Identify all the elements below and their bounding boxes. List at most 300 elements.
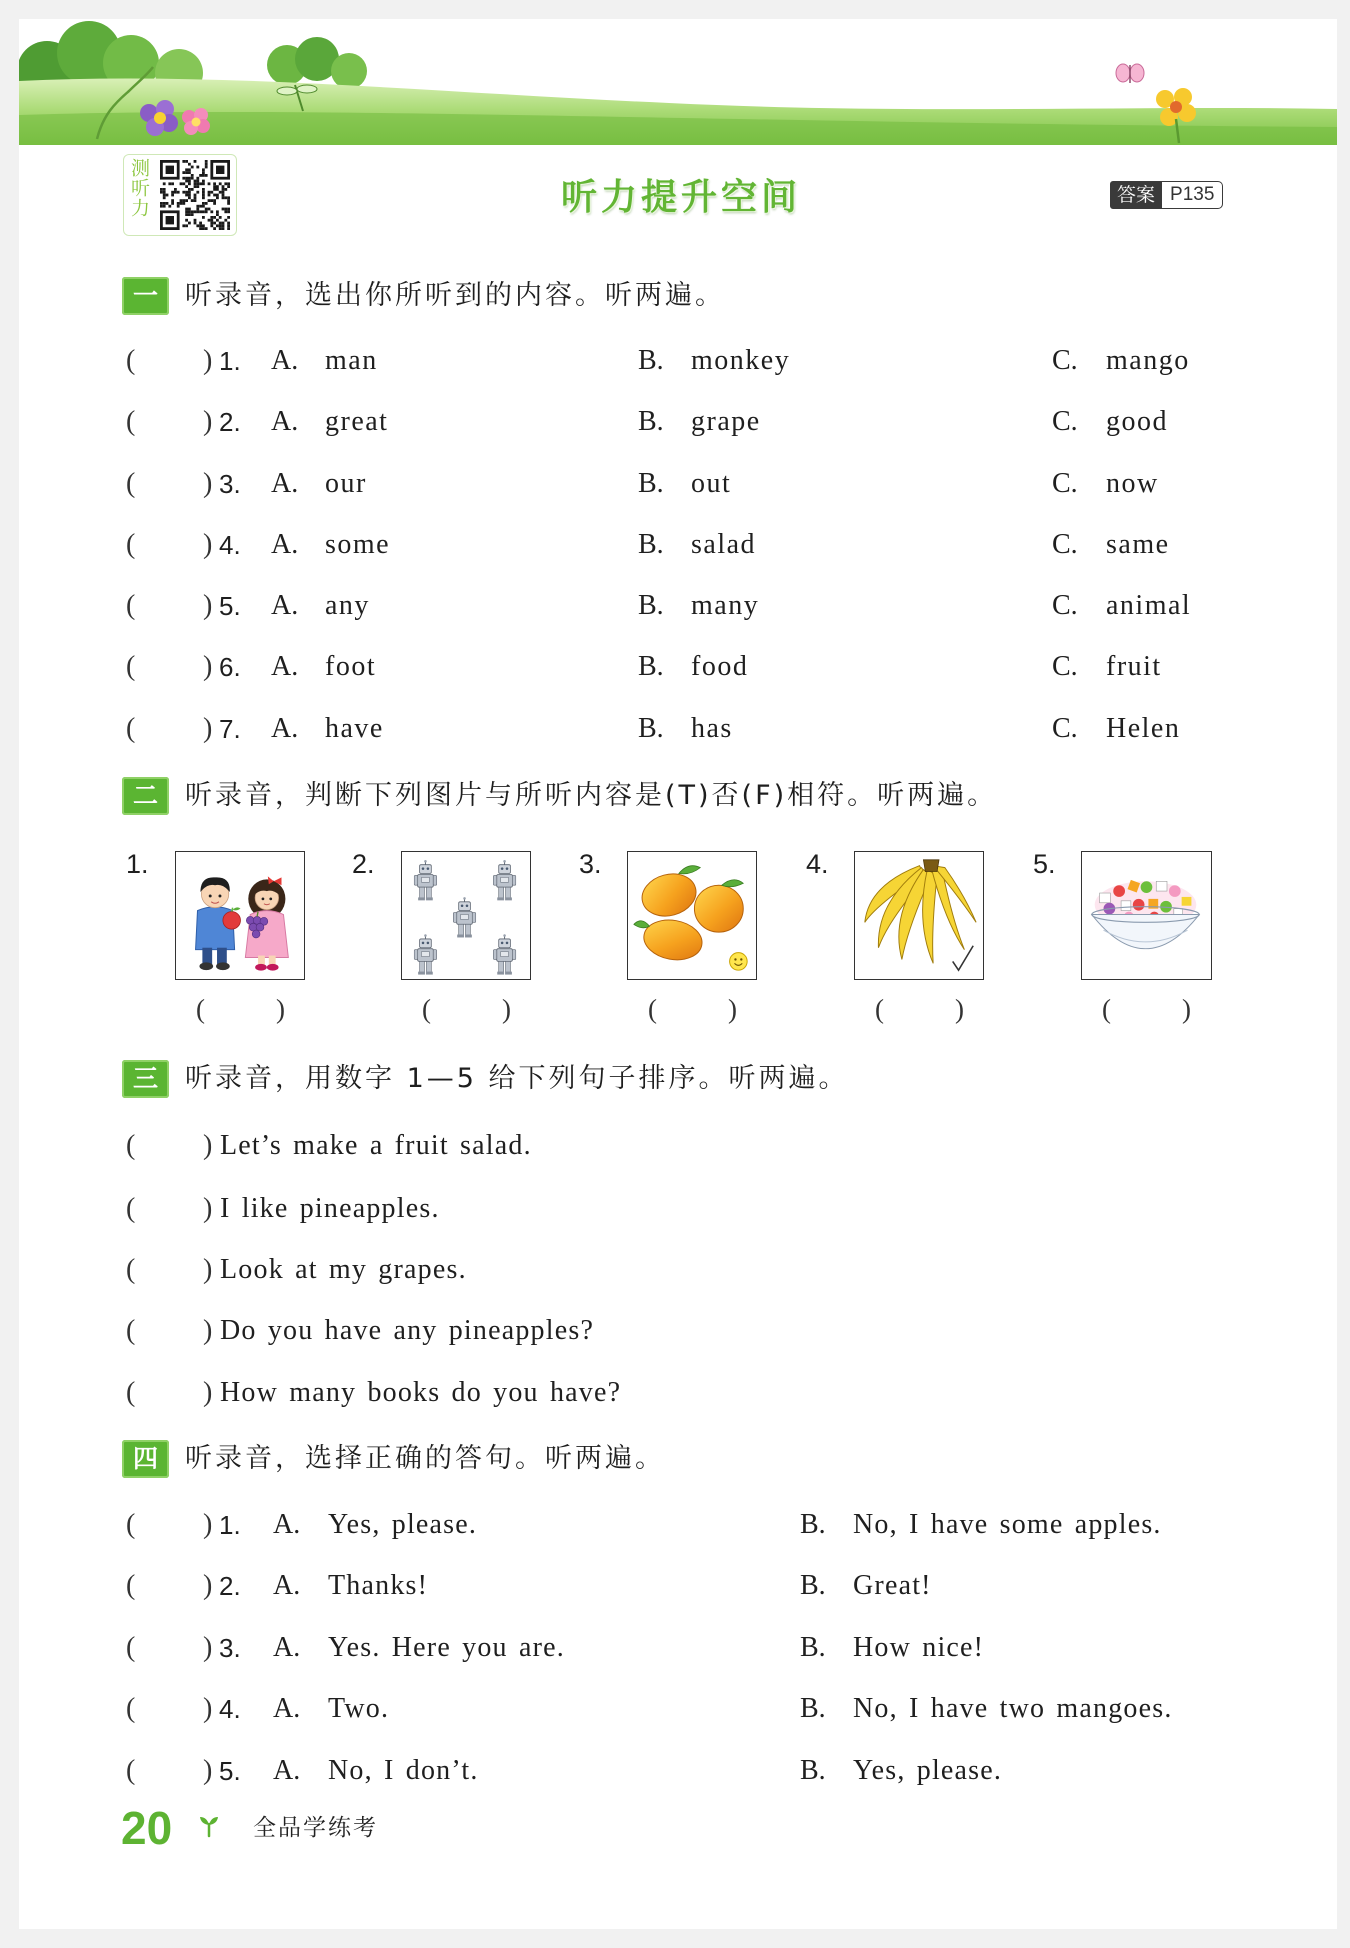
option-c-word: now xyxy=(1106,468,1159,499)
robot xyxy=(414,934,436,974)
qr-module xyxy=(171,199,174,202)
qr-module xyxy=(208,182,211,185)
qr-module xyxy=(194,219,197,222)
section-instruction: 听录音，判断下列图片与所听内容是(T)否(F)相符。听两遍。 xyxy=(185,780,998,811)
s4-question xyxy=(0,1505,1350,1545)
qr-module xyxy=(202,191,205,194)
mangoes-icon xyxy=(628,852,755,978)
qr-module xyxy=(185,177,188,180)
qr-module xyxy=(171,191,174,194)
qr-module xyxy=(185,224,188,227)
option-b-word: grape xyxy=(691,406,761,437)
qr-module xyxy=(194,196,197,199)
qr-module xyxy=(180,202,183,205)
qr-module xyxy=(185,168,188,171)
question-number: 2. xyxy=(219,407,241,437)
qr-module xyxy=(196,182,199,185)
qr-module xyxy=(202,171,205,174)
qr-module xyxy=(196,210,199,213)
qr-module xyxy=(188,208,191,211)
qr-module xyxy=(208,191,211,194)
option-c-label: C. xyxy=(1052,713,1078,744)
qr-module xyxy=(166,216,174,224)
option-a-word: have xyxy=(325,713,384,744)
banana-stem xyxy=(923,860,939,872)
qr-module xyxy=(196,185,199,188)
qr-module xyxy=(227,222,230,225)
qr-module xyxy=(188,194,191,197)
qr-module xyxy=(219,222,222,225)
option-c-label: C. xyxy=(1052,529,1078,560)
qr-module xyxy=(185,210,188,213)
question-number: 5. xyxy=(219,1756,241,1786)
qr-module xyxy=(180,199,183,202)
option-a-label: A. xyxy=(271,590,299,621)
section-badge: 三 xyxy=(122,1060,169,1098)
s1-question xyxy=(0,525,1350,565)
qr-module xyxy=(227,185,230,188)
blank-close-paren: ) xyxy=(203,713,213,744)
option-b-word: monkey xyxy=(691,345,791,376)
qr-module xyxy=(177,202,180,205)
page-title: 听力提升空间 xyxy=(560,177,801,218)
qr-module xyxy=(210,222,213,225)
qr-module xyxy=(210,210,213,213)
qr-module xyxy=(166,194,169,197)
page-number: 20 xyxy=(121,1802,173,1854)
blank-open-paren: ( xyxy=(126,345,136,376)
qr-module xyxy=(163,191,166,194)
question-number: 4. xyxy=(219,530,241,560)
qr-module xyxy=(160,191,163,194)
question-number: 3. xyxy=(219,469,241,499)
qr-module xyxy=(191,174,194,177)
qr-module xyxy=(213,188,216,191)
qr-module xyxy=(185,194,188,197)
qr-module xyxy=(194,222,197,225)
qr-module xyxy=(199,174,202,177)
qr-module xyxy=(191,166,194,169)
s3-sentence xyxy=(0,1311,1350,1351)
qr-module xyxy=(160,188,163,191)
qr-module xyxy=(163,202,166,205)
blank-close-paren: ) xyxy=(203,651,213,682)
option-b-label: B. xyxy=(800,1693,826,1724)
qr-module xyxy=(188,188,191,191)
option-a-word: some xyxy=(325,529,391,560)
qr-module xyxy=(188,213,191,216)
robot xyxy=(493,934,515,974)
option-b-label: B. xyxy=(800,1570,826,1601)
sentence-text: I like pineapples. xyxy=(220,1193,440,1224)
section-4-header xyxy=(0,1439,1350,1479)
qr-module xyxy=(208,199,211,202)
qr-module xyxy=(216,196,219,199)
mango xyxy=(634,916,705,965)
option-c-label: C. xyxy=(1052,468,1078,499)
blank-open-paren: ( xyxy=(126,406,136,437)
qr-module xyxy=(210,191,213,194)
blank-open-paren: ( xyxy=(422,994,431,1024)
publisher-brand: 全品学练考 xyxy=(253,1815,378,1841)
qr-module xyxy=(219,182,222,185)
blank-open-paren: ( xyxy=(648,994,657,1024)
sentence-text: How many books do you have? xyxy=(220,1377,622,1408)
qr-module xyxy=(216,185,219,188)
qr-module xyxy=(202,168,205,171)
option-b-label: B. xyxy=(800,1509,826,1540)
option-a-label: A. xyxy=(271,529,299,560)
qr-module xyxy=(205,160,208,163)
robots-icon xyxy=(402,852,529,978)
qr-module xyxy=(191,213,194,216)
qr-module xyxy=(163,182,166,185)
blank-close-paren: ) xyxy=(728,994,737,1024)
qr-module xyxy=(227,199,230,202)
mango xyxy=(694,880,743,932)
blank-open-paren: ( xyxy=(126,1315,136,1346)
qr-module xyxy=(191,199,194,202)
qr-module xyxy=(208,194,211,197)
section-instruction: 听录音，选择正确的答句。听两遍。 xyxy=(185,1443,665,1474)
check-mark-icon xyxy=(953,946,974,970)
option-a-text: Two. xyxy=(328,1693,390,1724)
banana-bunch xyxy=(865,866,976,964)
option-a-label: A. xyxy=(273,1632,301,1663)
qr-module xyxy=(222,196,225,199)
qr-module xyxy=(219,216,222,219)
picture-mangoes xyxy=(627,851,757,980)
qr-module xyxy=(194,194,197,197)
s4-question xyxy=(0,1628,1350,1668)
qr-module xyxy=(191,188,194,191)
option-c-word: good xyxy=(1106,406,1168,437)
qr-module xyxy=(222,191,225,194)
option-b-word: salad xyxy=(691,529,757,560)
qr-module xyxy=(213,222,216,225)
qr-module xyxy=(202,227,205,230)
sentence-text: Let’s make a fruit salad. xyxy=(220,1130,532,1161)
qr-module xyxy=(188,168,191,171)
option-a-label: A. xyxy=(273,1509,301,1540)
blank-close-paren: ) xyxy=(276,994,285,1024)
option-a-label: A. xyxy=(273,1570,301,1601)
qr-module xyxy=(174,188,177,191)
qr-module xyxy=(216,213,219,216)
blank-close-paren: ) xyxy=(502,994,511,1024)
qr-module xyxy=(185,199,188,202)
option-c-word: mango xyxy=(1106,345,1190,376)
option-a-word: great xyxy=(325,406,389,437)
question-number: 2. xyxy=(219,1571,241,1601)
picture-fruit-salad xyxy=(1081,851,1212,980)
s4-question xyxy=(0,1566,1350,1606)
option-c-label: C. xyxy=(1052,590,1078,621)
blank-open-paren: ( xyxy=(126,1377,136,1408)
picture-number: 2. xyxy=(352,849,375,879)
qr-module xyxy=(196,177,199,180)
pink-flower xyxy=(182,108,210,135)
bananas-icon xyxy=(855,852,982,978)
blank-open-paren: ( xyxy=(126,529,136,560)
qr-module xyxy=(171,202,174,205)
qr-module xyxy=(185,160,188,163)
qr-module xyxy=(199,227,202,230)
qr-module xyxy=(188,191,191,194)
qr-module xyxy=(222,227,225,230)
option-a-label: A. xyxy=(273,1693,301,1724)
grass-banner xyxy=(19,19,1337,145)
blank-open-paren: ( xyxy=(126,651,136,682)
qr-module xyxy=(216,166,224,174)
option-b-label: B. xyxy=(638,713,664,744)
qr-module xyxy=(182,191,185,194)
qr-module xyxy=(180,182,183,185)
qr-module xyxy=(202,180,205,183)
qr-module xyxy=(177,191,180,194)
s3-sentence xyxy=(0,1189,1350,1229)
blank-open-paren: ( xyxy=(126,590,136,621)
qr-module xyxy=(213,202,216,205)
qr-module xyxy=(213,216,216,219)
qr-module xyxy=(171,194,174,197)
qr-module xyxy=(222,188,225,191)
section-badge: 一 xyxy=(122,277,169,315)
blank-open-paren: ( xyxy=(126,1130,136,1161)
qr-module xyxy=(202,174,205,177)
qr-module xyxy=(177,205,180,208)
s4-question xyxy=(0,1689,1350,1729)
blank-close-paren: ) xyxy=(203,345,213,376)
blank-close-paren: ) xyxy=(955,994,964,1024)
qr-module xyxy=(224,188,227,191)
qr-module xyxy=(188,177,191,180)
qr-module xyxy=(205,208,208,211)
option-c-word: same xyxy=(1106,529,1170,560)
qr-module xyxy=(185,213,188,216)
smiley-icon xyxy=(730,953,748,971)
option-a-word: foot xyxy=(325,651,377,682)
qr-module xyxy=(188,222,191,225)
qr-module xyxy=(174,191,177,194)
qr-module xyxy=(185,180,188,183)
question-number: 1. xyxy=(219,1510,241,1540)
qr-module xyxy=(185,208,188,211)
qr-module xyxy=(182,160,185,163)
qr-module xyxy=(196,191,199,194)
qr-module xyxy=(163,188,166,191)
option-c-label: C. xyxy=(1052,345,1078,376)
qr-module xyxy=(185,219,188,222)
qr-module xyxy=(216,224,219,227)
qr-module xyxy=(216,210,219,213)
qr-module xyxy=(194,199,197,202)
picture-kids-fruit xyxy=(175,851,305,980)
option-a-label: A. xyxy=(271,713,299,744)
option-b-label: B. xyxy=(638,529,664,560)
option-b-word: has xyxy=(691,713,733,744)
qr-module xyxy=(166,166,174,174)
qr-module xyxy=(188,196,191,199)
blank-close-paren: ) xyxy=(203,529,213,560)
qr-module xyxy=(194,180,197,183)
blank-close-paren: ) xyxy=(203,406,213,437)
blank-close-paren: ) xyxy=(203,1315,213,1346)
option-c-word: animal xyxy=(1106,590,1192,621)
qr-module xyxy=(163,205,166,208)
qr-module xyxy=(188,210,191,213)
option-b-label: B. xyxy=(638,345,664,376)
qr-module xyxy=(222,224,225,227)
option-a-word: man xyxy=(325,345,378,376)
qr-module xyxy=(188,163,191,166)
qr-module xyxy=(163,196,166,199)
qr-module xyxy=(199,224,202,227)
qr-module xyxy=(199,182,202,185)
qr-module xyxy=(224,219,227,222)
question-number: 6. xyxy=(219,652,241,682)
option-a-text: Yes, please. xyxy=(328,1509,478,1540)
qr-module xyxy=(222,208,225,211)
blank-open-paren: ( xyxy=(126,468,136,499)
qr-module xyxy=(168,205,171,208)
qr-module xyxy=(205,202,208,205)
option-c-word: fruit xyxy=(1106,651,1162,682)
blank-open-paren: ( xyxy=(126,1254,136,1285)
answer-reference xyxy=(1110,181,1223,209)
option-b-label: B. xyxy=(638,590,664,621)
qr-module xyxy=(219,191,222,194)
option-a-label: A. xyxy=(271,345,299,376)
qr-module xyxy=(227,196,230,199)
picture-number: 3. xyxy=(579,849,602,879)
picture-number: 5. xyxy=(1033,849,1056,879)
qr-module xyxy=(182,182,185,185)
qr-module xyxy=(227,216,230,219)
qr-module xyxy=(194,210,197,213)
blank-close-paren: ) xyxy=(203,1509,213,1540)
qr-module xyxy=(202,205,205,208)
blank-close-paren: ) xyxy=(203,1193,213,1224)
qr-module xyxy=(163,194,166,197)
qr-module xyxy=(205,166,208,169)
qr-module xyxy=(202,210,205,213)
qr-module xyxy=(213,185,216,188)
qr-module xyxy=(202,224,205,227)
option-b-text: Yes, please. xyxy=(853,1755,1003,1786)
option-a-text: Thanks! xyxy=(328,1570,429,1601)
qr-module xyxy=(210,216,213,219)
qr-module xyxy=(227,182,230,185)
qr-module xyxy=(227,224,230,227)
option-b-text: How nice! xyxy=(853,1632,985,1663)
s1-question xyxy=(0,709,1350,749)
qr-module xyxy=(166,202,169,205)
option-a-word: any xyxy=(325,590,370,621)
option-a-word: our xyxy=(325,468,367,499)
qr-module xyxy=(196,166,199,169)
qr-module xyxy=(185,171,188,174)
robot xyxy=(493,860,515,900)
qr-label: 测听力 xyxy=(128,158,150,218)
qr-module xyxy=(202,182,205,185)
qr-module xyxy=(188,180,191,183)
picture-number: 4. xyxy=(806,849,829,879)
blank-close-paren: ) xyxy=(1182,994,1191,1024)
s3-sentence xyxy=(0,1126,1350,1166)
qr-module xyxy=(219,227,222,230)
option-a-text: No, I don’t. xyxy=(328,1755,479,1786)
option-b-label: B. xyxy=(638,406,664,437)
option-b-label: B. xyxy=(638,651,664,682)
qr-module xyxy=(196,224,199,227)
s1-question xyxy=(0,647,1350,687)
answer-label: 答案 xyxy=(1110,181,1162,209)
qr-module xyxy=(213,227,216,230)
option-c-label: C. xyxy=(1052,406,1078,437)
option-b-text: No, I have two mangoes. xyxy=(853,1693,1173,1724)
answer-page: P135 xyxy=(1162,181,1223,209)
qr-module xyxy=(199,205,202,208)
sprout-icon xyxy=(198,1814,220,1838)
option-b-word: food xyxy=(691,651,749,682)
kids-with-apple-and-grapes-icon xyxy=(176,852,303,978)
blank-open-paren: ( xyxy=(126,1570,136,1601)
blank-open-paren: ( xyxy=(875,994,884,1024)
qr-module xyxy=(194,182,197,185)
sentence-text: Do you have any pineapples? xyxy=(220,1315,595,1346)
blank-close-paren: ) xyxy=(203,1632,213,1663)
option-b-label: B. xyxy=(638,468,664,499)
qr-module xyxy=(208,219,211,222)
qr-module xyxy=(216,194,219,197)
qr-module xyxy=(213,182,216,185)
robot xyxy=(414,860,436,900)
qr-module xyxy=(219,224,222,227)
option-b-word: many xyxy=(691,590,760,621)
qr-module xyxy=(222,185,225,188)
blank-open-paren: ( xyxy=(1102,994,1111,1024)
qr-module xyxy=(210,219,213,222)
section-instruction: 听录音，选出你所听到的内容。听两遍。 xyxy=(185,280,725,311)
s1-question xyxy=(0,464,1350,504)
qr-module xyxy=(188,171,191,174)
qr-module xyxy=(199,210,202,213)
qr-module xyxy=(205,210,208,213)
qr-module xyxy=(160,202,163,205)
qr-module xyxy=(205,163,208,166)
section-badge: 二 xyxy=(122,777,169,815)
s3-sentence xyxy=(0,1250,1350,1290)
option-b-text: No, I have some apples. xyxy=(853,1509,1162,1540)
question-number: 3. xyxy=(219,1633,241,1663)
option-a-label: A. xyxy=(271,651,299,682)
option-c-label: C. xyxy=(1052,651,1078,682)
qr-module xyxy=(227,208,230,211)
qr-module xyxy=(202,188,205,191)
qr-module xyxy=(202,216,205,219)
qr-module xyxy=(210,199,213,202)
option-b-label: B. xyxy=(800,1755,826,1786)
blank-close-paren: ) xyxy=(203,1130,213,1161)
blank-open-paren: ( xyxy=(196,994,205,1024)
qr-module xyxy=(168,182,171,185)
blank-close-paren: ) xyxy=(203,590,213,621)
blank-open-paren: ( xyxy=(126,1755,136,1786)
qr-module xyxy=(224,182,227,185)
qr-module xyxy=(216,219,219,222)
section-3-header xyxy=(0,1059,1350,1099)
